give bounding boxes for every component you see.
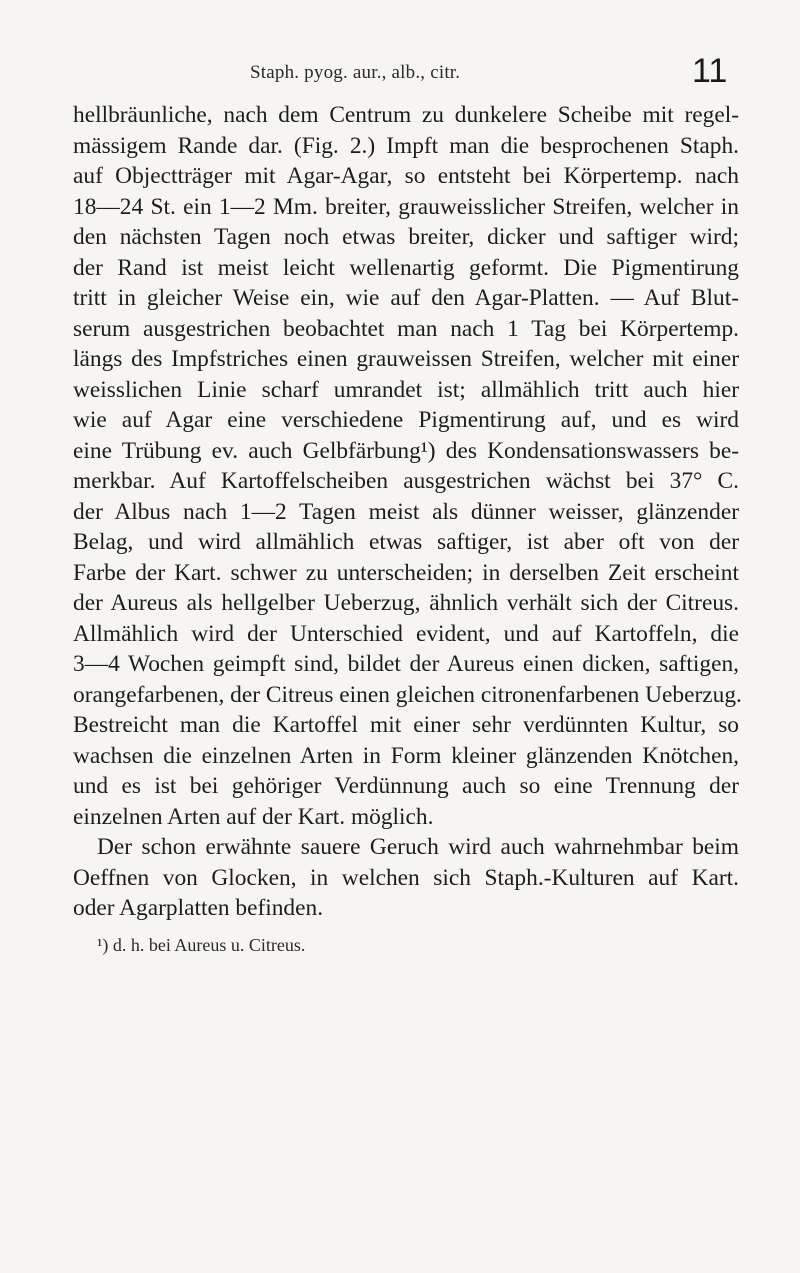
text-line: merkbar. Auf Kartoffelscheiben ausgestrichen wächst bei 37° C.	[73, 468, 739, 494]
text-line: Der schon erwähnte sauere Geruch wird auch wahrnehmbar beim	[97, 834, 739, 860]
running-head: Staph. pyog. aur., alb., citr.	[250, 62, 461, 83]
text-line: Oeffnen von Glocken, in welchen sich Staph.-Kulturen auf Kart.	[73, 865, 739, 891]
text-line: wie auf Agar eine verschiedene Pigmentirung auf, und es wird	[73, 407, 739, 433]
text-line: und es ist bei gehöriger Verdünnung auch so eine Trennung der	[73, 773, 739, 799]
text-line: Bestreicht man die Kartoffel mit einer sehr verdünnten Kultur, so	[73, 712, 739, 738]
text-line: orangefarbenen, der Citreus einen gleichen citronenfarbenen Ueberzug.	[73, 682, 742, 708]
text-line: der Aureus als hellgelber Ueberzug, ähnlich verhält sich der Citreus.	[73, 590, 739, 616]
text-line: tritt in gleicher Weise ein, wie auf den Agar-Platten. — Auf Blut-	[73, 285, 739, 311]
text-line: eine Trübung ev. auch Gelbfärbung¹) des Kondensationswassers be-	[73, 438, 739, 464]
text-line: der Albus nach 1—2 Tagen meist als dünner weisser, glänzender	[73, 499, 739, 525]
page-number: 11	[692, 52, 728, 90]
text-line: wachsen die einzelnen Arten in Form kleiner glänzenden Knötchen,	[73, 743, 739, 769]
text-line: weisslichen Linie scharf umrandet ist; allmählich tritt auch hier	[73, 377, 739, 403]
text-line: Belag, und wird allmählich etwas saftiger, ist aber oft von der	[73, 529, 739, 555]
text-line: Farbe der Kart. schwer zu unterscheiden; in derselben Zeit erscheint	[73, 560, 739, 586]
text-line: hellbräunliche, nach dem Centrum zu dunkelere Scheibe mit regel-	[73, 102, 739, 128]
text-line: längs des Impfstriches einen grauweissen Streifen, welcher mit einer	[73, 346, 739, 372]
text-line: serum ausgestrichen beobachtet man nach 1 Tag bei Körpertemp.	[73, 316, 739, 342]
text-line: 18—24 St. ein 1—2 Mm. breiter, grauweisslicher Streifen, welcher in	[73, 194, 739, 220]
text-line: oder Agarplatten befinden.	[73, 895, 324, 921]
footnote: ¹) d. h. bei Aureus u. Citreus.	[97, 935, 306, 955]
text-line: auf Objectträger mit Agar-Agar, so entsteht bei Körpertemp. nach	[73, 163, 739, 189]
text-line: der Rand ist meist leicht wellenartig geformt. Die Pigmentirung	[73, 255, 739, 281]
text-line: einzelnen Arten auf der Kart. möglich.	[73, 804, 434, 830]
text-line: den nächsten Tagen noch etwas breiter, dicker und saftiger wird;	[73, 224, 739, 250]
text-line: 3—4 Wochen geimpft sind, bildet der Aureus einen dicken, saftigen,	[73, 651, 739, 677]
text-line: Allmählich wird der Unterschied evident, und auf Kartoffeln, die	[73, 621, 739, 647]
text-line: mässigem Rande dar. (Fig. 2.) Impft man die besprochenen Staph.	[73, 133, 739, 159]
